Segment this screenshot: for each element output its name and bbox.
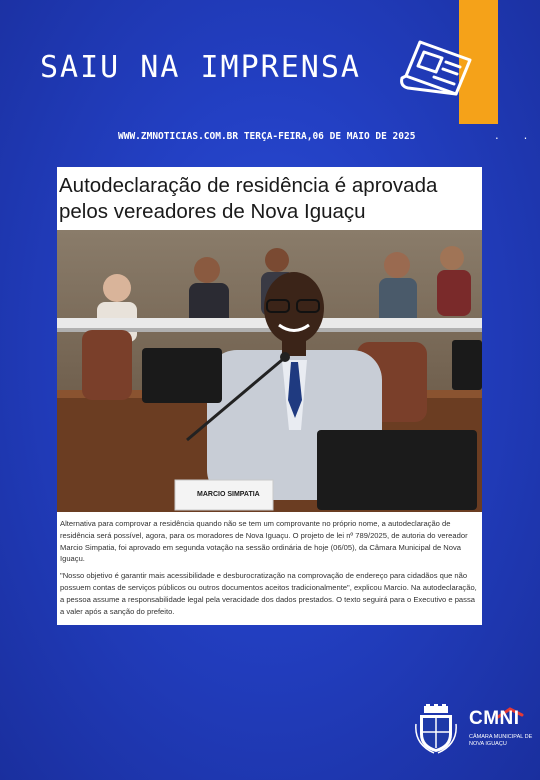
article-paragraph: "Nosso objetivo é garantir mais acessibilidade e desburocratização na comprovação de endereço para cidadãos que não possuem contas de serviços públicos ou outros documentos aceitos tradicionalmente", explicou Marcio. Na autodeclaração, a pessoa assume a responsabilidade legal pela veracidade dos dados prestados. O texto seguirá para o Executivo e passa a valer após a sanção do prefeito. — [60, 571, 477, 616]
nameplate-text: MARCIO SIMPATIA — [197, 491, 260, 498]
source-date-line: WWW.ZMNOTICIAS.COM.BR TERÇA-FEIRA,06 DE MAIO DE 2025 — [118, 131, 416, 142]
page-title: SAIU NA IMPRENSA — [40, 50, 361, 85]
article-paragraph: Alternativa para comprovar a residência quando não se tem um comprovante no próprio nome, a autodeclaração de residência será possível, agora, para os moradores de Nova Iguaçu. O projeto de lei nº 789/2025, de autoria do vereador Marcio Simpatia, foi aprovado em segunda votação na sessão ordinária de hoje (06/05), da Câmara Municipal de Nova Iguaçu. — [60, 519, 468, 564]
article-body — [60, 518, 480, 622]
article-headline: Autodeclaração de residência é aprovada pelos vereadores de Nova Iguaçu — [59, 174, 438, 223]
newspaper-icon — [398, 36, 480, 98]
cmni-logo-subtitle: CÂMARA MUNICIPAL DE NOVA IGUAÇU — [469, 734, 533, 747]
article-card — [57, 167, 482, 625]
decorative-dots: . . — [494, 131, 529, 142]
cmni-logo-text: CMNI — [469, 708, 520, 729]
city-crest-icon — [414, 704, 458, 754]
article-photo — [57, 230, 482, 512]
